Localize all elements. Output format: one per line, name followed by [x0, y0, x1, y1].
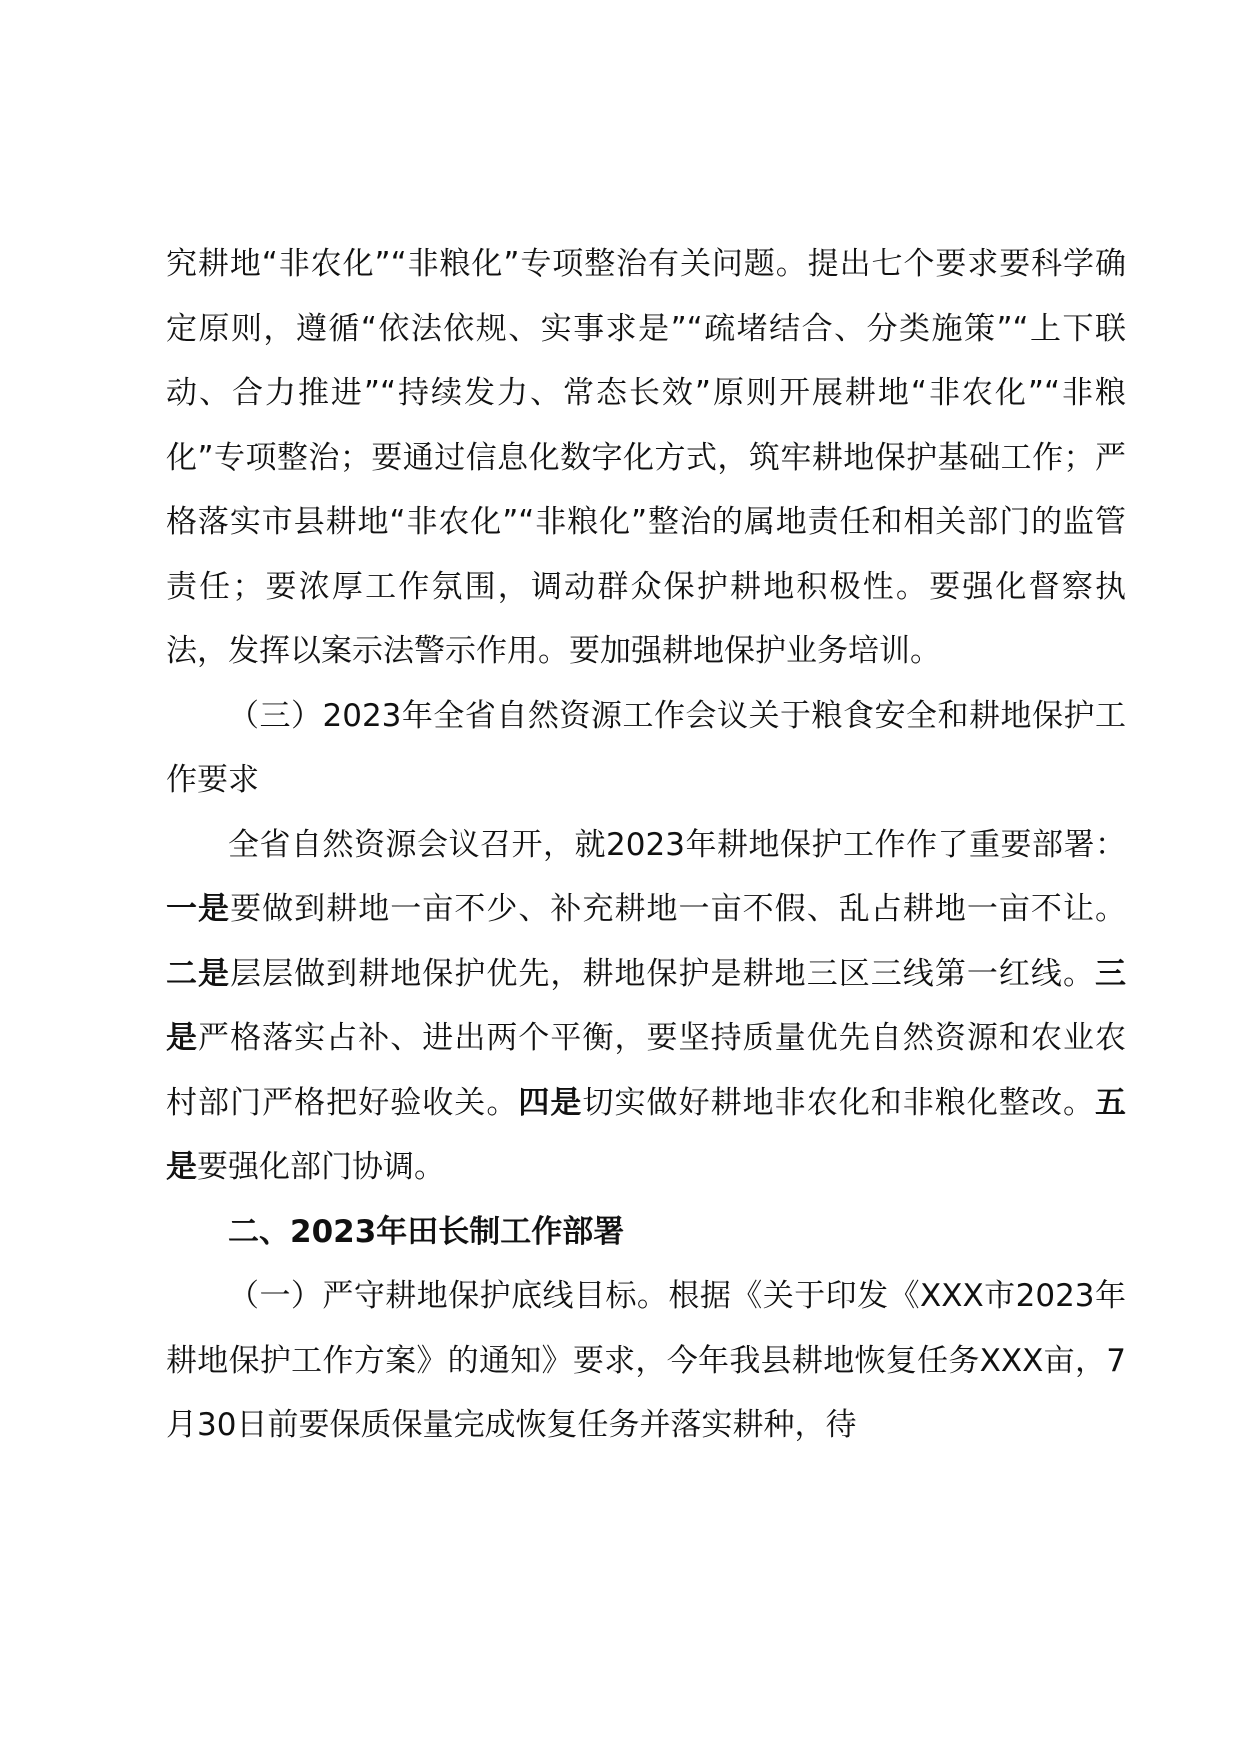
bold-marker-second: 二是: [166, 955, 231, 992]
bold-marker-first: 一是: [166, 891, 231, 927]
text-segment: 要做到耕地一亩不少、补充耕地一亩不假、乱占耕地一亩不让。: [230, 891, 1127, 927]
text-segment: 全省自然资源会议召开，就2023年耕地保护工作作了重要部署：: [228, 826, 1126, 863]
paragraph-provincial-deployment: [166, 813, 1126, 1200]
bold-marker-fourth: 四是: [518, 1084, 583, 1121]
bold-marker-third: 三是: [166, 955, 1127, 1056]
section-heading-field-chief: 二、2023年田长制工作部署: [228, 1213, 625, 1250]
paragraph-farmland-target: （一）严守耕地保护底线目标。根据《关于印发《XXX市2023年耕地保护工作方案》的通知》要求，今年我县耕地恢复任务XXX亩，7月30日前要保质保量完成恢复任务并落实耕种，待: [166, 1278, 1126, 1443]
paragraph-requirements: 究耕地“非农化”“非粮化”专项整治有关问题。提出七个要求要科学确定原则，遵循“依法依规、实事求是”“疏堵结合、分类施策”“上下联动、合力推进”“持续发力、常态长效”原则开展耕地“非农化”“非粮化”专项整治；要通过信息化数字化方式，筑牢耕地保护基础工作；严格落实市县耕地“非农化”“非粮化”整治的属地责任和相关部门的监管责任；要浓厚工作氛围，调动群众保护耕地积极性。要强化督察执法，发挥以案示法警示作用。要加强耕地保护业务培训。: [166, 246, 1126, 669]
text-segment: 切实做好耕地非农化和非粮化整改。: [582, 1084, 1096, 1121]
document-body: [166, 232, 1126, 1458]
text-segment: 层层做到耕地保护优先，耕地保护是耕地三区三线第一红线。: [230, 955, 1096, 992]
subheading-provincial-meeting: （三）2023年全省自然资源工作会议关于粮食安全和耕地保护工作要求: [166, 697, 1126, 798]
text-segment: 要强化部门协调。: [197, 1149, 445, 1185]
bold-marker-fifth: 五是: [166, 1084, 1127, 1185]
text-segment: 严格落实占补、进出两个平衡，要坚持质量优先自然资源和农业农村部门严格把好验收关。: [166, 1020, 1127, 1121]
